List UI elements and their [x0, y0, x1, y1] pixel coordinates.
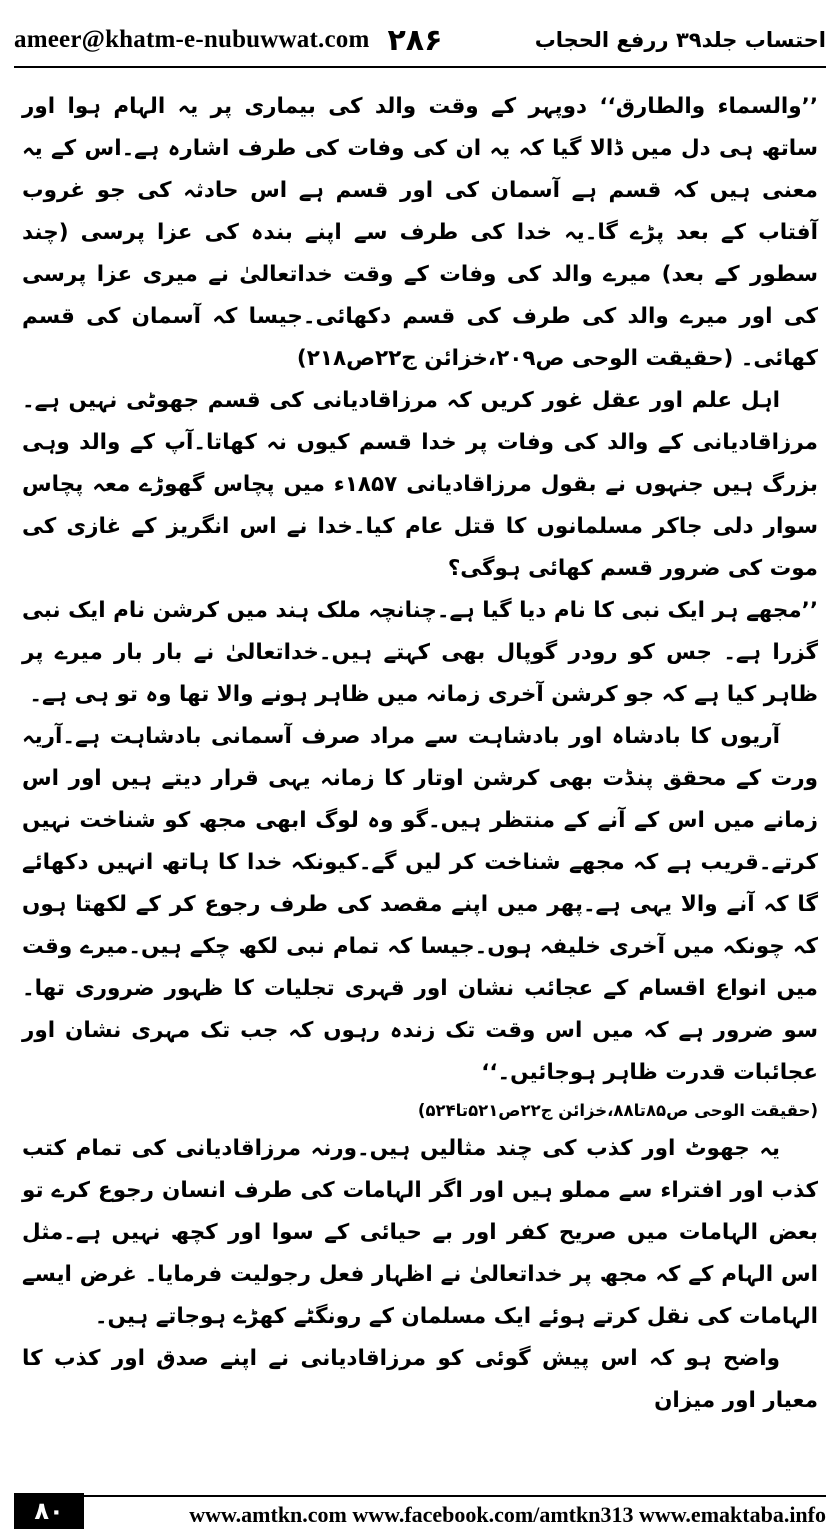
header-left: [14, 23, 442, 58]
paragraph-4: آریوں کا بادشاہ اور بادشاہت سے مراد صرف آسمانی بادشاہت ہے۔آریہ ورت کے محقق پنڈت بھی کرشن اوتار کا زمانہ یہی قرار دیتے ہیں اور اس زمانے میں اس کے آنے کے منتظر ہیں۔گو وہ لوگ ابھی مجھ کو شناخت نہیں کرتے۔قریب ہے کہ مجھے شناخت کر لیں گے۔کیونکہ خدا کا ہاتھ انہیں دکھائے گا کہ آنے والا یہی ہے۔پھر میں اپنے مقصد کی طرف رجوع کر کے لکھتا ہوں کہ چونکہ میں آخری خلیفہ ہوں۔جیسا کہ تمام نبی لکھ چکے ہیں۔میرے وقت میں انواع اقسام کے عجائب نشان اور قہری تجلیات کا ظہور ضروری تھا۔سو ضرور ہے کہ میں اس وقت تک زندہ رہوں کہ جب تک مہری نشان اور عجائبات قدرت ظاہر ہوجائیں۔‘‘: [22, 724, 818, 1085]
page-header: [14, 14, 826, 68]
page-body: [22, 86, 818, 1422]
paragraph-6: واضح ہو کہ اس پیش گوئی کو مرزاقادیانی نے اپنے صدق اور کذب کا معیار اور میزان: [22, 1346, 818, 1413]
paragraph-3: ’’مجھے ہر ایک نبی کا نام دیا گیا ہے۔چنانچہ ملک ہند میں کرشن نام ایک نبی گزرا ہے۔ جس کو رودر گوپال بھی کہتے ہیں۔خداتعالیٰ نے بار بار میرے پر ظاہر کیا ہے کہ جو کرشن آخری زمانہ میں ظاہر ہونے والا تھا وہ تو ہی ہے۔: [22, 598, 818, 707]
page-footer: [14, 1493, 826, 1529]
reference-citation: (حقیقت الوحی ص۸۵تا۸۸،خزائن ج۲۲ص۵۲۱تا۵۲۴): [417, 1101, 818, 1120]
header-page-number: ۲۸۶: [387, 22, 443, 58]
header-email: ameer@khatm-e-nubuwwat.com: [14, 26, 370, 53]
footer-page-marker: ۸۰: [14, 1493, 84, 1529]
header-book-title: احتساب جلد۳۹ ررفع الحجاب: [534, 28, 826, 52]
paragraph-5: یہ جھوٹ اور کذب کی چند مثالیں ہیں۔ورنہ مرزاقادیانی کی تمام کتب کذب اور افتراء سے مملو ہیں اور اگر الہامات کی طرف انسان رجوع کرے تو بعض الہامات میں صریح کفر اور بے حیائی کے سوا اور کچھ نہیں ہے۔مثل اس الہام کے کہ مجھ پر خداتعالیٰ نے اظہار فعل رجولیت فرمایا۔ غرض ایسے الہامات کی نقل کرتے ہوئے ایک مسلمان کے رونگٹے کھڑے ہوجاتے ہیں۔: [22, 1136, 818, 1329]
paragraph-2: اہل علم اور عقل غور کریں کہ مرزاقادیانی کی قسم جھوٹی نہیں ہے۔مرزاقادیانی کے والد کی وفات پر خدا قسم کیوں نہ کھاتا۔آپ کے والد وہی بزرگ ہیں جنہوں نے بقول مرزاقادیانی ۱۸۵۷ء میں پچاس گھوڑے معہ پچاس سوار دلی جاکر مسلمانوں کا قتل عام کیا۔خدا نے اس انگریز کے غازی کی موت کی ضرور قسم کھائی ہوگی؟: [22, 388, 818, 581]
footer-websites: www.amtkn.com www.facebook.com/amtkn313 www.emaktaba.info: [189, 1502, 826, 1527]
footer-rule: [84, 1493, 826, 1529]
paragraph-1: ’’والسماء والطارق‘‘ دوپہر کے وقت والد کی بیماری پر یہ الہام ہوا اور ساتھ ہی دل میں ڈالا گیا کہ یہ ان کی وفات کی طرف اشارہ ہے۔اس کے یہ معنی ہیں کہ قسم ہے آسمان کی اور قسم ہے اس حادثہ کی جو غروب آفتاب کے بعد پڑے گا۔یہ خدا کی طرف سے اپنے بندہ کی عزا پرسی (چند سطور کے بعد) میرے والد کی وفات کے وقت خداتعالیٰ نے میری عزا پرسی کی اور میرے والد کی طرف کی قسم دکھائی۔جیسا کہ آسمان کی قسم کھائی۔ (حقیقت الوحی ص۲۰۹،خزائن ج۲۲ص۲۱۸): [22, 94, 818, 371]
